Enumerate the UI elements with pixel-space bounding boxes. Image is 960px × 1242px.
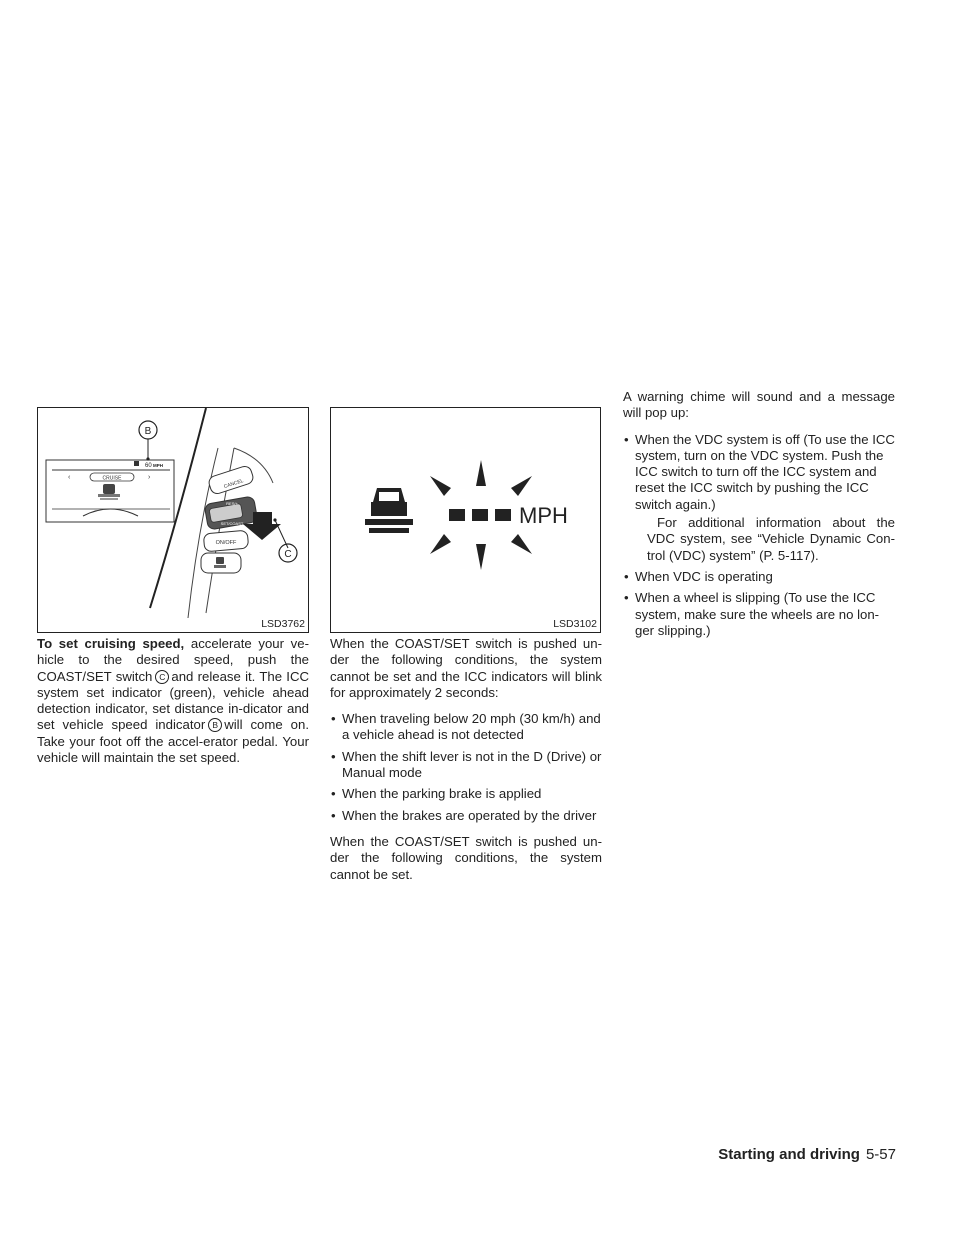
figure-icc-switch <box>37 407 309 633</box>
vehicle-ahead-icon <box>103 484 115 494</box>
condition-list <box>330 711 602 824</box>
figure-code: LSD3102 <box>553 618 597 630</box>
page-footer <box>718 1146 896 1163</box>
svg-text:SET/COAST: SET/COAST <box>220 521 244 526</box>
paragraph-intro: When the COAST/SET switch is pushed un-der the following conditions, the system cannot be set and the ICC indicators will blink for approximately 2 seconds: <box>330 636 602 700</box>
figure-blinking-indicator <box>330 407 601 633</box>
list-item: • When the parking brake is applied <box>330 786 602 802</box>
paragraph-warning: A warning chime will sound and a message will pop up: <box>623 389 895 421</box>
column-1 <box>37 636 309 776</box>
unit-label: MPH <box>519 503 568 528</box>
display-label: CRUISE <box>102 475 122 482</box>
display-unit: MPH <box>153 463 163 468</box>
svg-text:ON/OFF: ON/OFF <box>215 540 237 546</box>
svg-text:B: B <box>144 426 152 437</box>
list-item: • When a wheel is slipping (To use the ICC system, make sure the wheels are no lon-ger slipping.) <box>623 590 895 639</box>
figure-code: LSD3762 <box>261 618 305 630</box>
speed-dash <box>449 509 465 521</box>
svg-text:C: C <box>284 549 292 560</box>
svg-text:›: › <box>148 474 151 481</box>
blinking-indicator-illustration <box>331 408 601 633</box>
vehicle-ahead-icon <box>365 488 413 533</box>
svg-text:RES/+: RES/+ <box>226 501 238 506</box>
list-item: • When traveling below 20 mph (30 km/h) and a vehicle ahead is not detected <box>330 711 602 744</box>
circle-c-icon: C <box>155 670 169 684</box>
list-item: • When the brakes are operated by the driver <box>330 808 602 824</box>
lock-icon <box>134 461 139 466</box>
svg-text:‹: ‹ <box>68 474 71 481</box>
lead-heading: To set cruising speed, <box>37 636 185 651</box>
paragraph-set-speed: To set cruising speed, accelerate your ve-hicle to the desired speed, push the COAST/SET switch C and release it. The ICC system set indicator (green), vehicle ahead detection indicator, set distance in-dicator and set vehicle speed indicator B will come on. Take your foot off the accel-erator pedal. Your vehicle will maintain the set speed. <box>37 636 309 766</box>
list-item: • When the VDC system is off (To use the ICC system, turn on the VDC system. Push the ICC switch to turn off the ICC system and reset the ICC switch by pushing the ICC switch again.) For additional information about the VDC system, see “Vehicle Dynamic Con-trol (VDC) system” (P. 5-117). <box>623 432 895 564</box>
sub-paragraph: For additional information about the VDC system, see “Vehicle Dynamic Con-trol (VDC) system” (P. 5-117). <box>647 515 895 563</box>
steering-switch-illustration <box>38 408 309 633</box>
paragraph-outro: When the COAST/SET switch is pushed un-der the following conditions, the system cannot be set. <box>330 833 602 882</box>
column-3 <box>623 389 895 649</box>
list-item: • When the shift lever is not in the D (Drive) or Manual mode <box>330 749 602 782</box>
warning-list <box>623 432 895 640</box>
svg-text:CANCEL: CANCEL <box>223 478 245 491</box>
cancel-switch <box>207 465 254 496</box>
section-title: Starting and driving <box>718 1146 860 1163</box>
list-item: • When VDC is operating <box>623 569 895 585</box>
circle-b-icon: B <box>208 718 222 732</box>
column-2 <box>330 636 602 893</box>
speed-dash <box>495 509 511 521</box>
speed-dash <box>472 509 488 521</box>
display-speed: 60 <box>145 463 152 469</box>
page-number: 5-57 <box>865 1146 896 1163</box>
